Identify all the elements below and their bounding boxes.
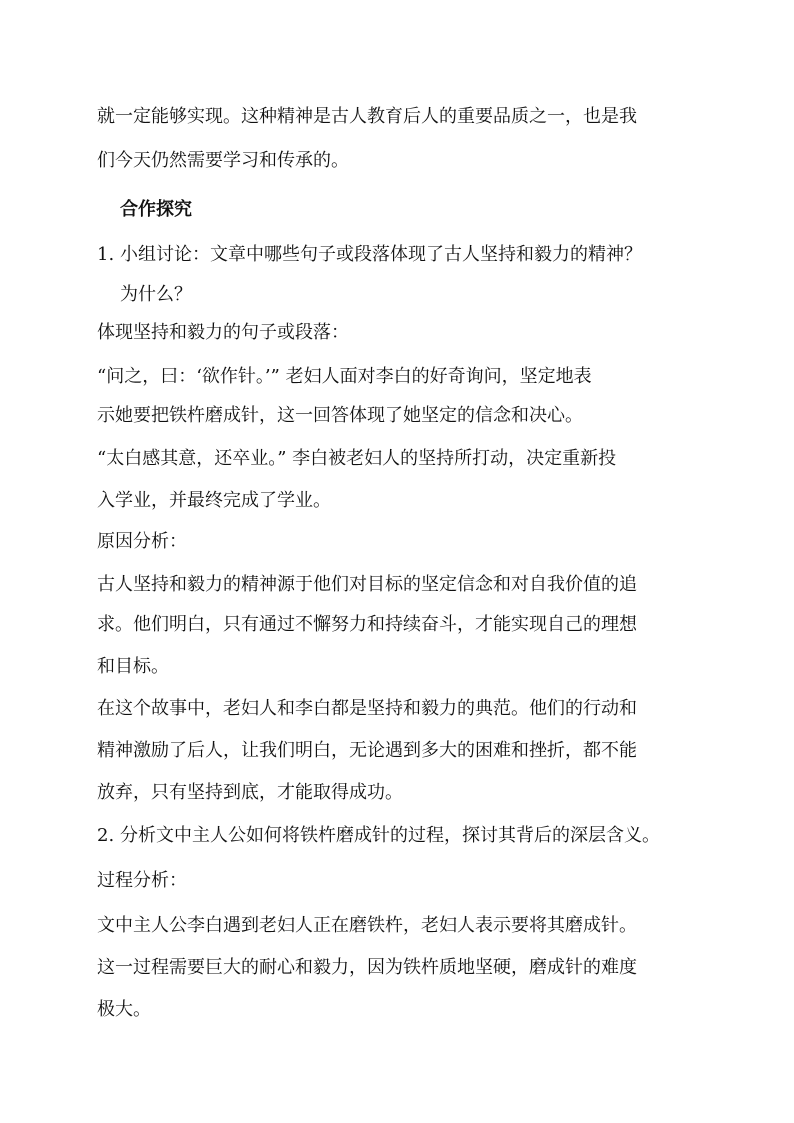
subheading: 过程分析： [97, 870, 187, 891]
subheading: 体现坚持和毅力的句子或段落： [97, 322, 349, 343]
paragraph-line: 放弃，只有坚持到底，才能取得成功。 [97, 782, 403, 803]
paragraph-line: 和目标。 [97, 656, 169, 677]
paragraph-line: 极大。 [97, 999, 151, 1020]
paragraph-line: 文中主人公李白遇到老妇人正在磨铁杵，老妇人表示要将其磨成针。 [97, 915, 637, 936]
paragraph-line: 这一过程需要巨大的耐心和毅力，因为铁杵质地坚硬，磨成针的难度 [97, 957, 637, 978]
paragraph-line: 示她要把铁杵磨成针，这一回答体现了她坚定的信念和决心。 [97, 405, 583, 426]
list-item-continuation: 为什么？ [120, 284, 192, 305]
section-heading: 合作探究 [120, 199, 192, 220]
list-item-text: 分析文中主人公如何将铁杵磨成针的过程，探讨其背后的深层含义。 [120, 825, 660, 846]
paragraph-line: 精神激励了后人，让我们明白，无论遇到多大的困难和挫折，都不能 [97, 740, 637, 761]
paragraph-line: 求。他们明白，只有通过不懈努力和持续奋斗，才能实现自己的理想 [97, 614, 637, 635]
paragraph-line: 们今天仍然需要学习和传承的。 [97, 150, 349, 171]
list-item-2 [97, 824, 660, 848]
list-number: 2. [97, 825, 115, 846]
paragraph-line: “问之，曰：‘欲作针。’” 老妇人面对李白的好奇询问，坚定地表 [97, 366, 592, 387]
paragraph-line: 就一定能够实现。这种精神是古人教育后人的重要品质之一，也是我 [97, 106, 637, 127]
list-number: 1. [97, 244, 115, 265]
paragraph-line: 在这个故事中，老妇人和李白都是坚持和毅力的典范。他们的行动和 [97, 698, 637, 719]
paragraph-line: 入学业，并最终完成了学业。 [97, 490, 331, 511]
paragraph-line: “太白感其意，还卒业。” 李白被老妇人的坚持所打动，决定重新投 [97, 448, 617, 469]
subheading: 原因分析： [97, 531, 187, 552]
list-item-1 [97, 243, 642, 267]
paragraph-line: 古人坚持和毅力的精神源于他们对目标的坚定信念和对自我价值的追 [97, 574, 637, 595]
list-item-text: 小组讨论：文章中哪些句子或段落体现了古人坚持和毅力的精神？ [120, 244, 642, 265]
